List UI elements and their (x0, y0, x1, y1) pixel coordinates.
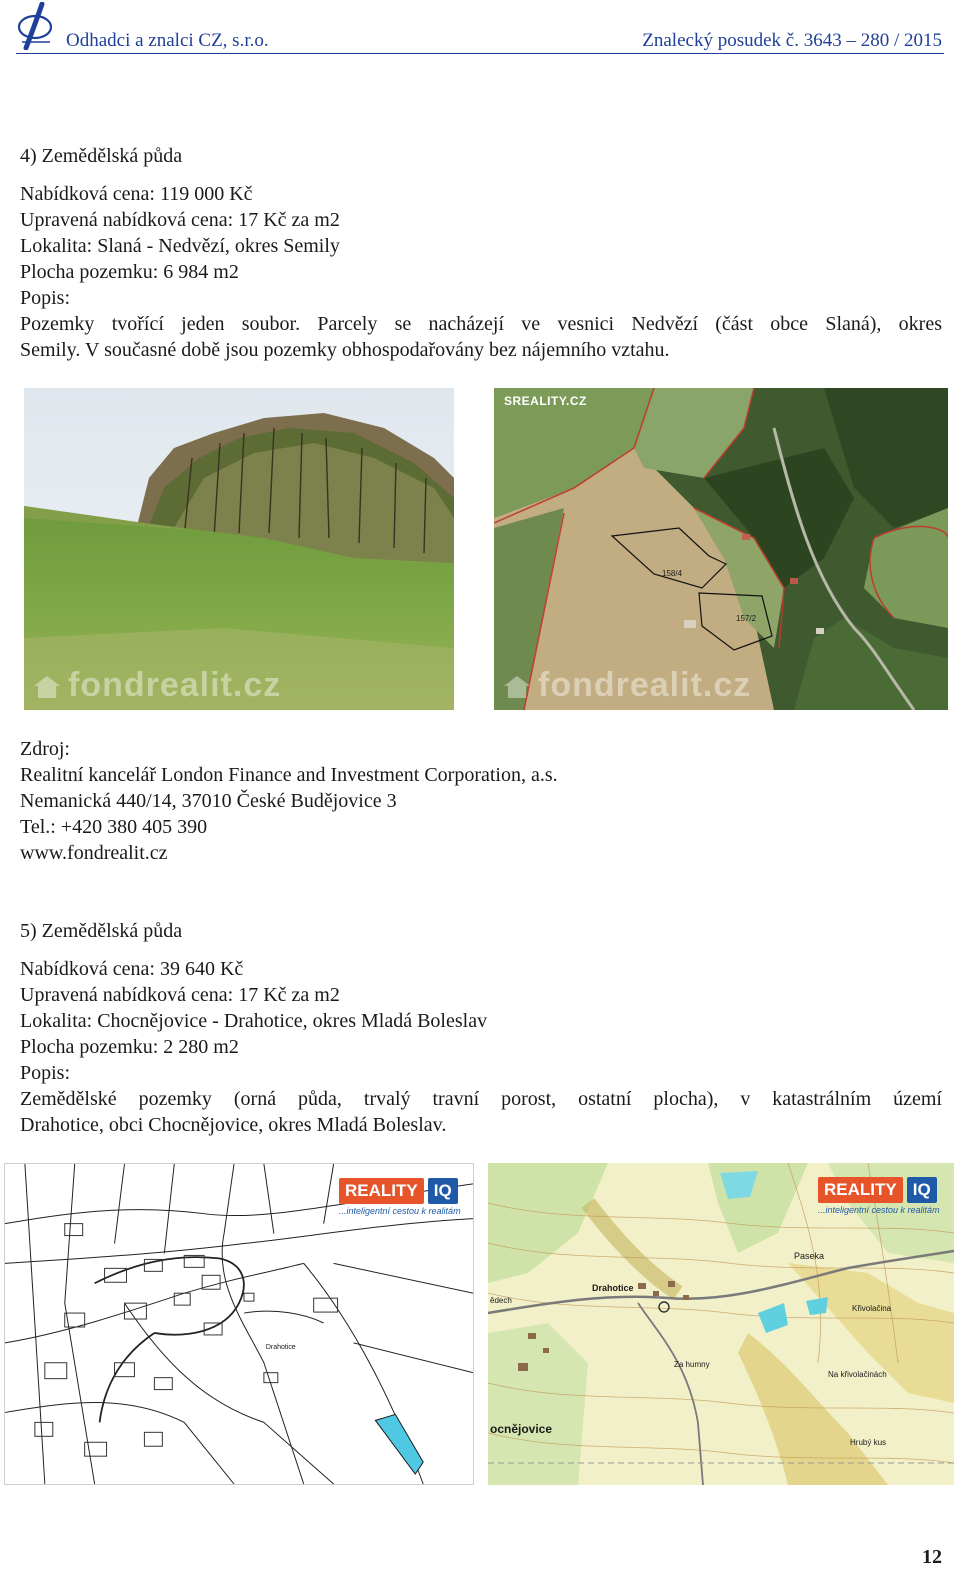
listing-5-adjusted-price: Upravená nabídková cena: 17 Kč za m2 (20, 984, 340, 1006)
source-phone: Tel.: +420 380 405 390 (20, 816, 208, 838)
listing-5-description-line-1: Zemědělské pozemky (orná půda, trvalý travní porost, ostatní plocha), v katastrálním území (20, 1088, 942, 1110)
reality-iq-badge: REALITY IQ ...inteligentní cestou k realitám (339, 1178, 461, 1216)
listing-5-cadastral-map (4, 1163, 474, 1485)
listing-5-heading-block (20, 918, 942, 944)
listing-5-price: Nabídková cena: 39 640 Kč (20, 958, 244, 980)
page-number: 12 (922, 1546, 942, 1568)
svg-text:Paseka: Paseka (794, 1251, 825, 1261)
listing-4-description-line-2: Semily. V současné době jsou pozemky obhospodařovány bez nájemního vztahu. (20, 339, 670, 361)
svg-text:Křivolačina: Křivolačina (852, 1304, 892, 1313)
map-watermark: fondrealit.cz (504, 666, 751, 705)
company-logo (16, 2, 54, 50)
source-label: Zdroj: (20, 738, 70, 760)
report-number: Znalecký posudek č. 3643 – 280 / 2015 (642, 30, 942, 51)
listing-4-adjusted-price: Upravená nabídková cena: 17 Kč za m2 (20, 209, 340, 231)
reality-iq-badge: REALITY IQ ...inteligentní cestou k realitám (818, 1177, 940, 1215)
listing-4-heading: 4) Zemědělská půda (20, 145, 183, 167)
page-header (0, 0, 960, 56)
listing-4-description-line-1: Pozemky tvořící jeden soubor. Parcely se nacházejí ve vesnici Nedvězí (část obce Slaná), okres (20, 313, 942, 335)
svg-text:Drahotice: Drahotice (592, 1283, 634, 1293)
header-rule (16, 53, 944, 54)
svg-text:Na křivolačinách: Na křivolačinách (828, 1370, 887, 1379)
sreality-badge: SREALITY.CZ (504, 394, 587, 408)
listing-5-area: Plocha pozemku: 2 280 m2 (20, 1036, 239, 1058)
svg-text:158/4: 158/4 (662, 569, 683, 578)
listing-4-source (20, 736, 942, 866)
svg-text:Hrubý kus: Hrubý kus (850, 1438, 887, 1447)
listing-4-photo (24, 388, 454, 710)
svg-text:Drahotice: Drahotice (265, 1343, 296, 1351)
listing-4-description-label: Popis: (20, 287, 71, 309)
source-address: Nemanická 440/14, 37010 České Budějovice 3 (20, 790, 397, 812)
listing-4-heading-block (20, 143, 942, 169)
listing-5-description-line-2: Drahotice, obci Chocnějovice, okres Mladá Boleslav. (20, 1114, 447, 1136)
listing-5-heading: 5) Zemědělská půda (20, 920, 183, 942)
svg-text:157/2: 157/2 (736, 614, 757, 623)
svg-text:Za humny: Za humny (674, 1360, 710, 1369)
listing-5-details (20, 956, 942, 1138)
listing-4-details (20, 181, 942, 363)
listing-4-price: Nabídková cena: 119 000 Kč (20, 183, 253, 205)
company-name: Odhadci a znalci CZ, s.r.o. (66, 30, 269, 51)
listing-4-area: Plocha pozemku: 6 984 m2 (20, 261, 239, 283)
listing-4-aerial-map (494, 388, 948, 710)
house-icon (34, 676, 60, 698)
svg-text:ědech: ědech (490, 1296, 512, 1305)
listing-4-locality: Lokalita: Slaná - Nedvězí, okres Semily (20, 235, 340, 257)
source-website: www.fondrealit.cz (20, 842, 168, 864)
listing-5-topographic-map (488, 1163, 954, 1485)
svg-text:ocnějovice: ocnějovice (490, 1422, 553, 1436)
listing-5-description-label: Popis: (20, 1062, 71, 1084)
photo-watermark: fondrealit.cz (34, 666, 281, 705)
house-icon (504, 676, 530, 698)
listing-5-locality: Lokalita: Chocnějovice - Drahotice, okres Mladá Boleslav (20, 1010, 488, 1032)
source-name: Realitní kancelář London Finance and Investment Corporation, a.s. (20, 764, 558, 786)
